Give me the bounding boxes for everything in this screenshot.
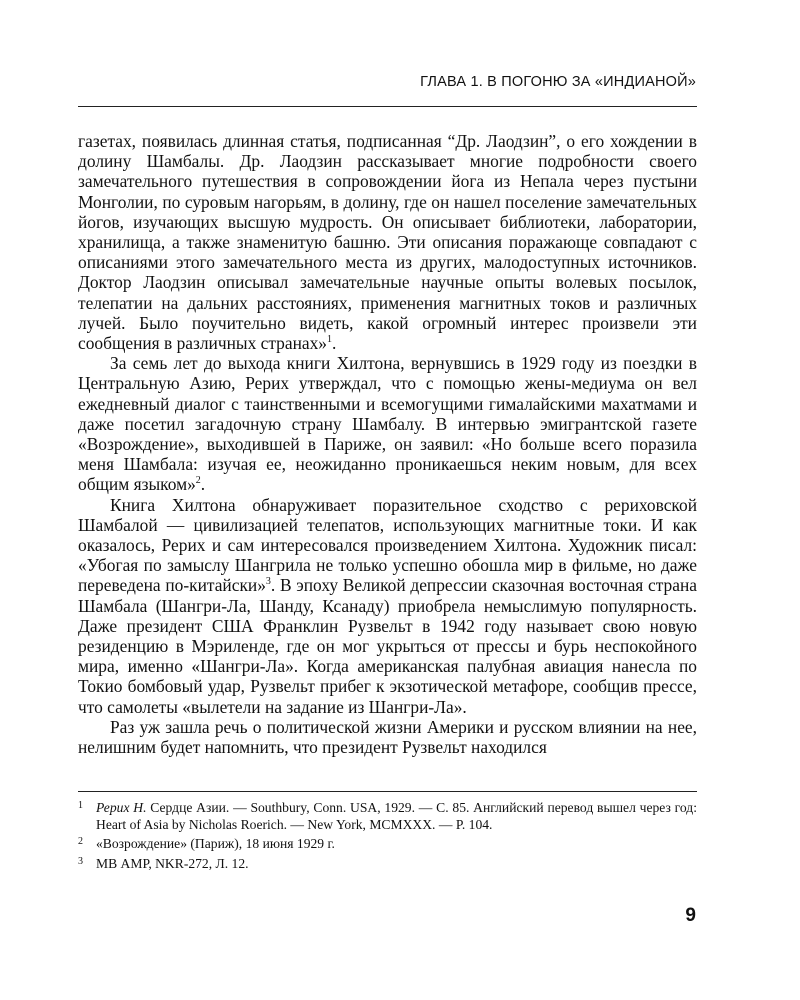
footnote-1 xyxy=(78,800,697,833)
paragraph-text: Книга Хилтона обнаруживает поразительное сходство с рериховской Шамбалой — цивилизацией телепатов, использующих магнитные токи. И как оказалось, Рерих и сам интересовался произведением Хилтона. Художник писал: «Убогая по замыслу Шангрила не только успешно обошла мир в фильме, но даже переведена по-китайски» xyxy=(78,494,697,596)
footnote-author: Рерих Н. xyxy=(96,800,147,815)
footnote-number: 1 xyxy=(78,800,83,811)
paragraph-text: Раз уж зашла речь о политической жизни Америки и русском влиянии на нее, нелишним будет напомнить, что президент Рузвельт находился xyxy=(78,716,697,758)
footnote-ref[interactable]: 1 xyxy=(327,334,332,346)
paragraph-text: За семь лет до выхода книги Хилтона, вернувшись в 1929 году из поездки в Центральную Азию, Рерих утверждал, что с помощью жены-медиума он вел ежедневный диалог с таинственными и всемогущими гималайскими махатмами и даже посетил загадочную страну Шамбалу. В интервью эмигрантской газете «Возрождение», выходившей в Париже, он заявил: «Но больше всего поразила меня Шамбала: изучая ее, неожиданно проникаешься неким новым, для всех общим языком» xyxy=(78,353,697,495)
footnote-number: 2 xyxy=(78,836,83,847)
body-text xyxy=(78,131,697,757)
header-rule xyxy=(78,106,697,107)
footnote-text: «Возрождение» (Париж), 18 июня 1929 г. xyxy=(96,836,335,851)
footnote-ref[interactable]: 3 xyxy=(265,576,271,588)
footnote-2 xyxy=(78,836,697,853)
footnotes xyxy=(78,800,697,875)
paragraph-2 xyxy=(78,353,697,494)
footnote-rule xyxy=(78,791,697,792)
paragraph-4 xyxy=(78,717,697,757)
footnote-text: МВ АМР, NKR-272, Л. 12. xyxy=(96,855,249,871)
running-head: ГЛАВА 1. В ПОГОНЮ ЗА «ИНДИАНОЙ» xyxy=(420,74,696,90)
footnote-3 xyxy=(78,856,697,873)
footnote-ref[interactable]: 2 xyxy=(195,475,201,487)
footnote-text: Сердце Азии. — Southbury, Conn. USA, 1929. — С. 85. Английский перевод вышел через год: Heart of Asia by Nicholas Roerich. — New York, MCMXXX. — P. 104. xyxy=(96,800,697,832)
paragraph-text-continued: . В эпоху Великой депрессии сказочная восточная страна Шамбала (Шангри-Ла, Шанду, Ксанаду) приобрела немыслимую популярность. Даже президент США Франклин Рузвельт в 1942 году называет свою новую резиденцию в Мэриленде, где он мог укрыться от прессы и бурь неспокойного мира, именно «Шангри-Ла». Когда американская палубная авиация нанесла по Токио бомбовый удар, Рузвельт прибег к экзотической метафоре, сообщив прессе, что самолеты «вылетели на задание из Шангри-Ла». xyxy=(78,575,697,717)
paragraph-1: газетах, появилась длинная статья, подписанная “Др. Лаодзин”, о его хождении в долину Шамбалы. Др. Лаодзин рассказывает многие подробности своего замечательного путешествия в сопровождении йога из Непала через пустыни Монголии, по суровым нагорьям, в долину, где он нашел поселение замечательных йогов, изучающих высшую мудрость. Он описывает библиотеки, лаборатории, хранилища, а также знаменитую башню. Эти описания поражающе совпадают с описаниями этого замечательного места из других, малодоступных источников. Доктор Лаодзин описывал замечательные научные опыты волевых посылок, телепатии на дальних расстояниях, применения магнитных токов и различных лучей. Было поучительно видеть, какой огромный интерес произвели эти сообщения в различных странах»$^1$. xyxy=(78,131,697,354)
paragraph-end: . xyxy=(200,474,206,495)
paragraph-text: газетах, появилась длинная статья, подписанная “Др. Лаодзин”, о его хождении в долину Шамбалы. Др. Лаодзин рассказывает многие подробности своего замечательного путешествия в сопровождении йога из Непала через пустыни Монголии, по суровым нагорьям, в долину, где он нашел поселение замечательных йогов, изучающих высшую мудрость. Он описывает библиотеки, лаборатории, хранилища, а также знаменитую башню. Эти описания поражающе совпадают с описаниями этого замечательного места из других, малодоступных источников. Доктор Лаодзин описывал замечательные научные опыты волевых посылок, телепатии на дальних расстояниях, применения магнитных токов и различных лучей. Было поучительно видеть, какой огромный интерес произвели эти сообщения в различных странах» xyxy=(78,131,697,354)
footnote-number: 3 xyxy=(78,855,83,867)
paragraph-3 xyxy=(78,495,697,717)
page-number: 9 xyxy=(685,905,696,926)
